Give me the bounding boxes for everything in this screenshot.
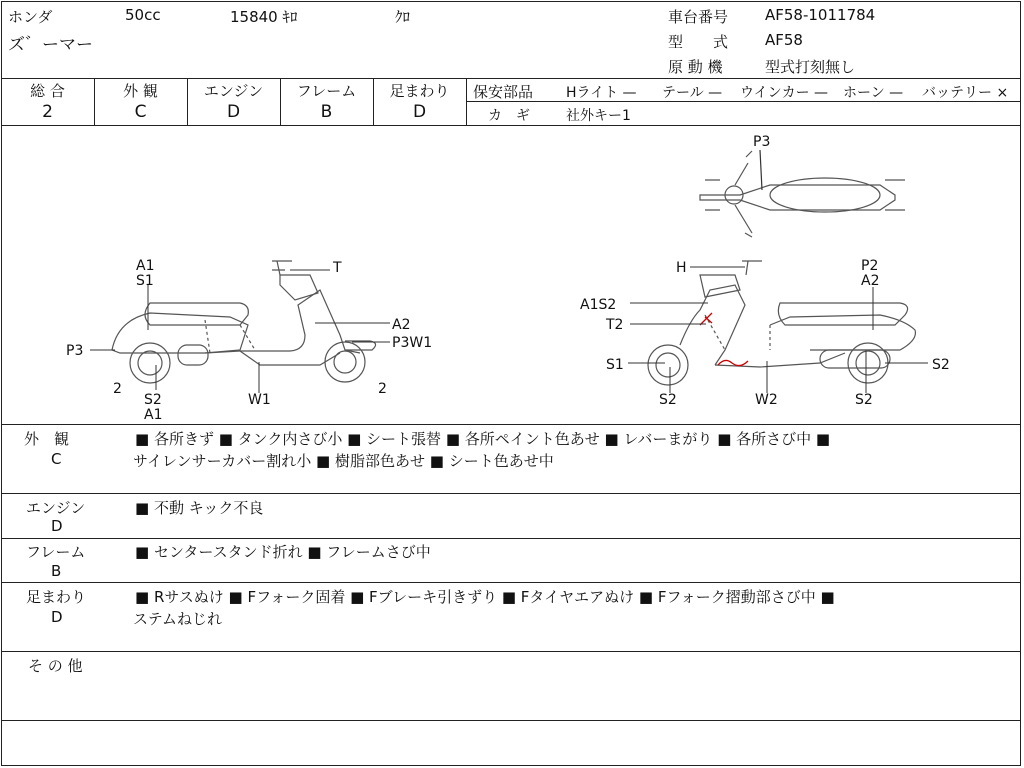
remarks-engine-line1: ■ 不動 キック不良 [135,499,264,517]
engine-model-value: 型式打刻無し [765,58,856,76]
label-right-a2: A2 [861,273,880,289]
frame-grade-label: フレーム [296,82,357,100]
rule [466,78,467,125]
total-grade-value: 2 [42,102,53,122]
damage-mark-scratch [700,313,712,325]
remarks-suspension-line1: ■ Rサスぬけ ■ Fフォーク固着 ■ Fブレーキ引きずり ■ Fタイヤエアぬけ ■ Fフォーク摺動部さび中 ■ [135,588,835,606]
key-label: カ ギ [488,108,530,124]
label-left-2b: 2 [378,381,387,397]
headlight-status: Hライト — [566,85,637,101]
label-left-a2: A2 [392,317,411,333]
horn-status: ホーン — [843,85,904,101]
label-right-t2: T2 [606,317,624,333]
key-value: 社外キー1 [566,108,631,124]
label-right-p2: P2 [861,258,879,274]
rule [1,651,1021,652]
type-label: 型 式 [668,33,729,51]
remarks-engine-grade: D [51,517,63,535]
exterior-grade-value: C [134,102,147,122]
label-top-p3: P3 [753,134,771,150]
label-left-a1b: A1 [144,407,163,423]
label-right-s2b: S2 [855,392,873,408]
maker: ホンダ [8,8,53,26]
safety-parts-label: 保安部品 [473,83,534,101]
type-value: AF58 [765,31,803,49]
label-right-a1s2: A1S2 [580,297,617,313]
remarks-frame-line1: ■ センタースタンド折れ ■ フレームさび中 [135,543,431,561]
label-right-w2: W2 [755,392,778,408]
mileage: 15840 ｷﾛ [230,8,298,26]
rule [1,720,1021,721]
suspension-grade-label: 足まわり [389,82,450,100]
winker-status: ウインカー — [740,85,829,101]
exterior-grade-label: 外 観 [123,82,158,100]
engine-model-label: 原 動 機 [668,58,723,76]
remarks-exterior-line1: ■ 各所きず ■ タンク内さび小 ■ シート張替 ■ 各所ペイント色あせ ■ レバーまがり ■ 各所さび中 ■ [135,430,831,448]
label-right-s2a: S2 [659,392,677,408]
taillight-status: テール — [662,85,723,101]
rule [1,424,1021,425]
frame-number: AF58-1011784 [765,6,876,24]
displacement: 50cc [125,6,161,24]
damage-diagram [0,125,1024,425]
label-right-h: H [676,260,687,276]
label-left-p3: P3 [66,343,84,359]
remarks-exterior-grade: C [51,450,62,468]
label-left-s2: S2 [144,392,162,408]
remarks-suspension-grade: D [51,608,63,626]
remarks-suspension-label: 足まわり [26,588,87,606]
rule [1,493,1021,494]
label-right-s2c: S2 [932,357,950,373]
label-left-t: T [333,260,342,276]
frame-number-label: 車台番号 [668,8,729,26]
scooter-top-view [700,150,905,237]
label-left-p3w1: P3W1 [392,335,433,351]
remarks-exterior-label: 外 観 [24,430,70,448]
label-left-2a: 2 [113,381,122,397]
total-grade-label: 総 合 [30,82,65,100]
label-left-s1: S1 [136,273,154,289]
battery-status: バッテリー × [922,85,1009,101]
remarks-frame-grade: B [51,562,62,580]
label-left-w1: W1 [248,392,271,408]
remarks-exterior-line2: サイレンサーカバー割れ小 ■ 樹脂部色あせ ■ シート色あせ中 [133,452,554,470]
label-left-a1: A1 [136,258,155,274]
suspension-grade-value: D [412,102,427,122]
remarks-engine-label: エンジン [26,499,86,517]
rule [1,78,1021,79]
remarks-suspension-line2: ステムねじれ [133,610,222,628]
label-right-s1: S1 [606,357,624,373]
engine-grade-value: D [226,102,241,122]
model-name: ズ゛ーマー [8,35,93,55]
color: ｸﾛ [395,8,411,26]
rule [1,582,1021,583]
remarks-other-label: そ の 他 [28,657,83,675]
remarks-frame-label: フレーム [26,543,86,561]
frame-grade-value: B [320,102,333,122]
engine-grade-label: エンジン [203,82,264,100]
rule [1,538,1021,539]
